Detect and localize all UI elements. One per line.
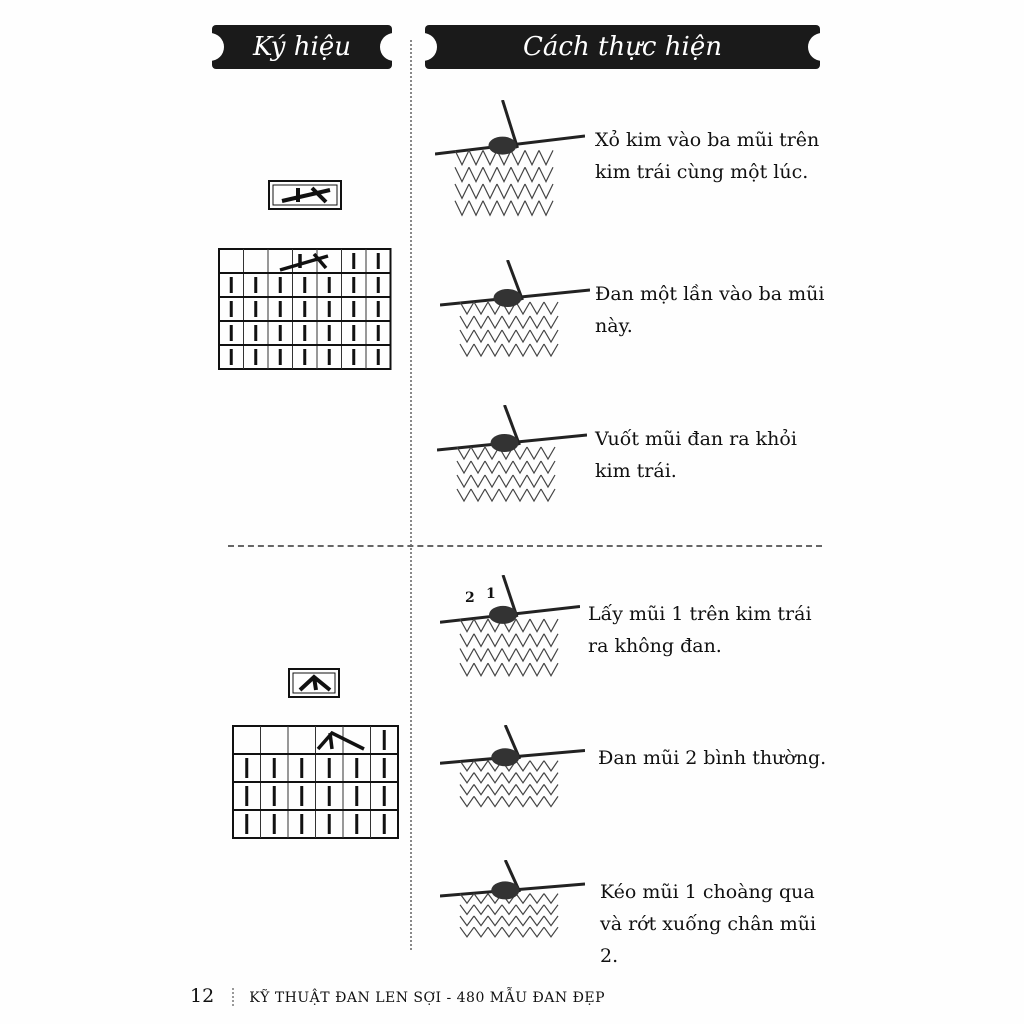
step-1-2: Đan một lần vào ba mũi này. — [595, 283, 825, 337]
knitting-illustration-1 — [435, 100, 585, 220]
page-number: 12 — [190, 985, 215, 1007]
skp-symbol — [288, 668, 340, 698]
header-method-text: Cách thực hiện — [517, 32, 728, 62]
header-symbol — [212, 25, 392, 69]
k3tog-symbol — [268, 180, 342, 210]
step-1-3: Vuốt mũi đan ra khỏi kim trái. — [595, 428, 797, 482]
knitting-illustration-3 — [437, 405, 587, 505]
step-2-1: Lấy mũi 1 trên kim trái ra không đan. — [588, 603, 812, 657]
k3tog-chart — [218, 248, 392, 370]
knitting-illustration-4 — [440, 575, 580, 680]
page-footer — [190, 985, 605, 1007]
footer-separator — [232, 988, 235, 1006]
header-method — [425, 25, 820, 69]
horizontal-divider — [228, 545, 822, 547]
knitting-illustration-6 — [440, 860, 585, 940]
header-symbol-text: Ký hiệu — [247, 32, 357, 62]
step-2-2: Đan mũi 2 bình thường. — [598, 747, 827, 769]
skp-chart — [232, 725, 400, 840]
vertical-divider — [410, 40, 412, 950]
stitch-label-2: 2 — [465, 590, 475, 606]
step-2-3: Kéo mũi 1 choàng qua và rớt xuống chân mũi 2. — [600, 881, 817, 967]
decrease-stitch-mark — [280, 254, 328, 270]
knitting-illustration-5 — [440, 725, 585, 810]
step-1-1: Xỏ kim vào ba mũi trên kim trái cùng một lúc. — [595, 129, 820, 183]
knitting-illustration-2 — [440, 260, 590, 360]
decrease-stitch-mark — [318, 733, 364, 749]
book-title: KỸ THUẬT ĐAN LEN SỢI - 480 MẪU ĐAN ĐẸP — [249, 990, 606, 1006]
stitch-label-1: 1 — [486, 586, 496, 602]
